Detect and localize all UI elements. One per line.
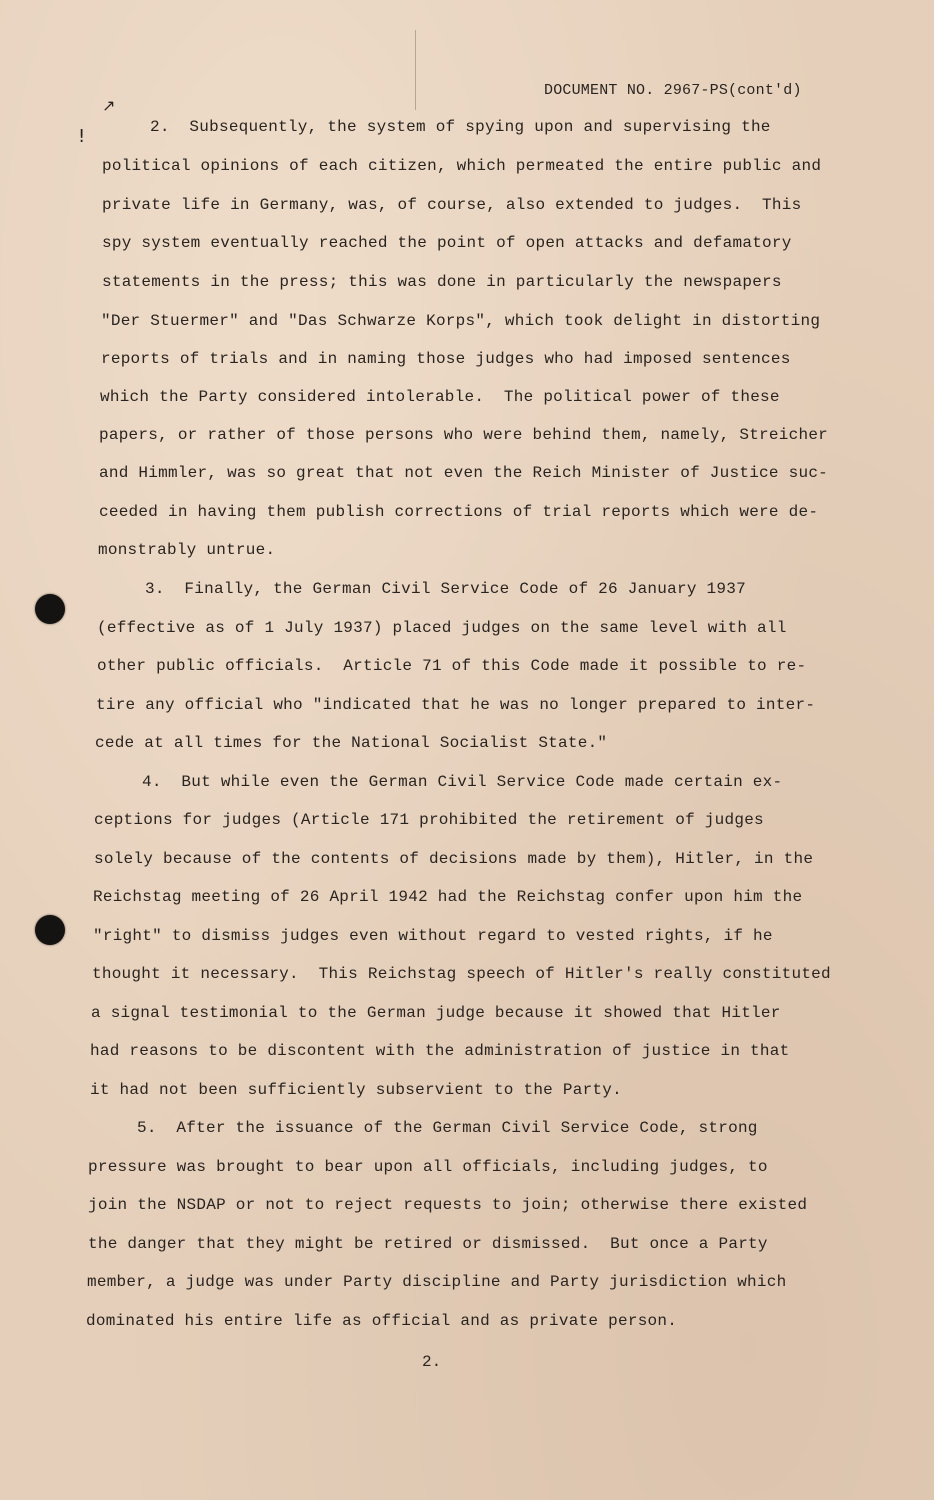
text-line: and Himmler, was so great that not even the Reich Minister of Justice suc-	[99, 464, 829, 482]
text-line: join the NSDAP or not to reject requests to join; otherwise there existed	[88, 1196, 808, 1214]
text-line: statements in the press; this was done in particularly the newspapers	[102, 273, 782, 291]
text-line: reports of trials and in naming those judges who had imposed sentences	[101, 350, 791, 368]
text-line: dominated his entire life as official and as private person.	[86, 1312, 678, 1330]
text-line: it had not been sufficiently subservient to the Party.	[90, 1081, 622, 1099]
text-line: political opinions of each citizen, which permeated the entire public and	[102, 157, 822, 175]
text-line: 4. But while even the German Civil Service Code made certain ex-	[142, 773, 783, 791]
text-line: thought it necessary. This Reichstag speech of Hitler's really constituted	[92, 965, 831, 983]
text-line: tire any official who "indicated that he was no longer prepared to inter-	[96, 696, 816, 714]
text-line: "Der Stuermer" and "Das Schwarze Korps", which took delight in distorting	[101, 312, 821, 330]
text-line: ceptions for judges (Article 171 prohibited the retirement of judges	[94, 811, 764, 829]
text-line: monstrably untrue.	[98, 541, 276, 559]
text-line: had reasons to be discontent with the administration of justice in that	[90, 1042, 790, 1060]
text-line: Reichstag meeting of 26 April 1942 had the Reichstag confer upon him the	[93, 888, 803, 906]
text-line: a signal testimonial to the German judge because it showed that Hitler	[91, 1004, 781, 1022]
text-line: ceeded in having them publish corrections of trial reports which were de-	[99, 503, 819, 521]
text-line: 2. Subsequently, the system of spying upon and supervising the	[150, 118, 771, 136]
text-line: other public officials. Article 71 of this Code made it possible to re-	[97, 657, 807, 675]
text-line: "right" to dismiss judges even without regard to vested rights, if he	[93, 927, 773, 945]
text-line: spy system eventually reached the point of open attacks and defamatory	[102, 234, 792, 252]
text-line: (effective as of 1 July 1937) placed judges on the same level with all	[97, 619, 787, 637]
pen-mark: !	[78, 126, 86, 147]
text-line: 3. Finally, the German Civil Service Code of 26 January 1937	[145, 580, 746, 598]
text-line: member, a judge was under Party discipline and Party jurisdiction which	[87, 1273, 787, 1291]
page-number: 2.	[422, 1353, 442, 1371]
fold-mark	[415, 30, 416, 110]
text-line: solely because of the contents of decisions made by them), Hitler, in the	[94, 850, 814, 868]
text-line: papers, or rather of those persons who were behind them, namely, Streicher	[99, 426, 829, 444]
text-line: 5. After the issuance of the German Civil Service Code, strong	[137, 1119, 758, 1137]
punch-hole	[35, 915, 65, 945]
text-line: which the Party considered intolerable. The political power of these	[100, 388, 780, 406]
text-line: the danger that they might be retired or dismissed. But once a Party	[88, 1235, 768, 1253]
punch-hole	[35, 594, 65, 624]
text-line: pressure was brought to bear upon all officials, including judges, to	[88, 1158, 768, 1176]
document-number-header: DOCUMENT NO. 2967-PS(cont'd)	[544, 82, 802, 99]
text-line: private life in Germany, was, of course, also extended to judges. This	[102, 196, 802, 214]
text-line: cede at all times for the National Socialist State."	[95, 734, 608, 752]
pen-mark: ↗	[102, 96, 116, 115]
